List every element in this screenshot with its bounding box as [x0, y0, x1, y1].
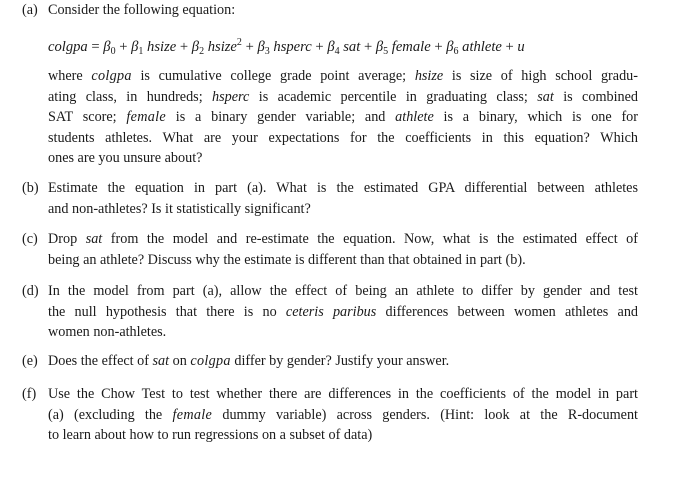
question-d-line-1: In the model from part (a), allow the effect of being an athlete to differ by gender and test [48, 283, 638, 299]
question-a-body [48, 66, 638, 169]
question-a-label: (a) [22, 2, 38, 18]
question-d-line-2: the null hypothesis that there is no ceteris paribus differences between women athletes and [48, 303, 639, 320]
question-b-body [48, 178, 638, 219]
eq-beta6: $\beta_6$ [446, 39, 459, 57]
eq-var-hsize: hsize [147, 39, 177, 55]
eq-beta5: $\beta_5$ [375, 39, 389, 57]
eq-equals: = [91, 39, 100, 55]
question-e-line-1: Does the effect of sat on colgpa differ by gender? Justify your answer. [48, 353, 450, 369]
eq-plus: + [363, 39, 373, 55]
question-b-line-2: and non-athletes? Is it statistically significant? [48, 200, 311, 217]
eq-lhs: colgpa [48, 39, 88, 55]
question-d-body [48, 281, 638, 343]
question-c-line-2: being an athlete? Discuss why the estimate is different than that obtained in part (b). [48, 251, 526, 268]
question-c-body [48, 229, 638, 270]
eq-var-athlete: athlete [462, 39, 502, 55]
eq-var-sat: sat [343, 39, 361, 55]
question-f-line-3: to learn about how to run regressions on a subset of data) [48, 427, 373, 443]
question-b-label: (b) [22, 180, 39, 196]
eq-beta3: $\beta_3$ [257, 39, 270, 57]
eq-plus: + [179, 39, 189, 55]
question-c-line-1: Drop sat from the model and re-estimate the equation. Now, what is the estimated effect of [48, 231, 638, 247]
question-a-line-5: ones are you unsure about? [48, 150, 203, 166]
regression-equation [48, 37, 525, 57]
question-c-label: (c) [22, 231, 38, 247]
eq-beta4: $\beta_4$ [327, 39, 340, 57]
question-f-line-2: (a) (excluding the female dummy variable) across genders. (Hint: look at the R-document [48, 406, 638, 423]
eq-beta0: $\beta_0$ [103, 39, 116, 57]
question-d-line-3: women non-athletes. [48, 324, 167, 340]
eq-plus: + [434, 39, 443, 55]
eq-var-hsperc: hsperc [273, 39, 312, 55]
question-a-line-1: where colgpa is cumulative college grade point average; hsize is size of high school gradu- [48, 68, 638, 84]
question-e-label: (e) [22, 353, 38, 369]
question-a-line-3: SAT score; female is a binary gender variable; and athlete is a binary, which is one for [48, 109, 638, 125]
eq-plus: + [505, 39, 514, 55]
question-a-line-2: ating class, in hundreds; hsperc is academic percentile in graduating class; sat is combined [48, 88, 638, 105]
question-f-line-1: Use the Chow Test to test whether there are differences in the coefficients of the model in part [48, 386, 638, 402]
question-a-intro: Consider the following equation: [48, 2, 236, 18]
eq-plus: + [245, 39, 254, 55]
question-f-body [48, 384, 638, 446]
eq-plus: + [119, 39, 128, 55]
question-f-label: (f) [22, 386, 37, 402]
eq-var-female: female [391, 39, 431, 55]
question-e-body [48, 351, 638, 372]
eq-beta1: $\beta_1$ [131, 39, 144, 57]
eq-plus: + [315, 39, 324, 55]
question-a-line-4: students athletes. What are your expectations for the coefficients in this equation? Which [48, 129, 638, 146]
question-d-label: (d) [22, 283, 39, 299]
eq-error-term: u [517, 39, 525, 55]
eq-beta2: $\beta_2$ [191, 39, 205, 57]
eq-var-hsize-sq: hsize$^2$ [207, 37, 242, 55]
question-b-line-1: Estimate the equation in part (a). What is the estimated GPA differential between athletes [48, 180, 638, 196]
